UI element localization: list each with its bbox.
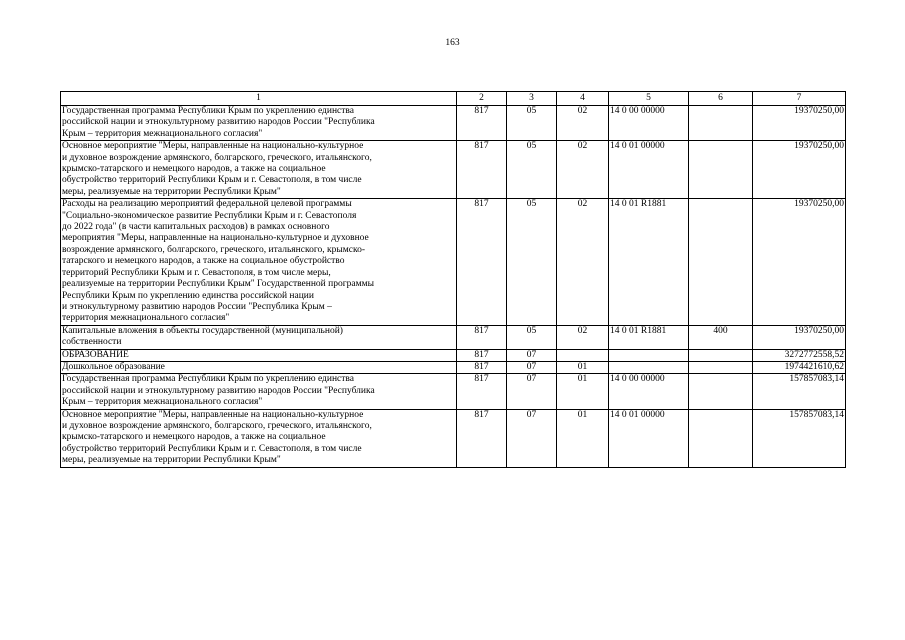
target-article-code: 14 0 01 R1881: [609, 199, 689, 325]
item-name: Государственная программа Республики Крым по укреплению единства российской нации и этнокультурному развитию народов России "Республика Крым – территория межнационального согласия": [61, 374, 457, 409]
section-code: 07: [507, 361, 557, 373]
column-header-3: 3: [507, 92, 557, 106]
header-row: [61, 92, 846, 106]
amount: 157857083,14: [753, 374, 846, 409]
column-header-7: 7: [753, 92, 846, 106]
item-name: Дошкольное образование: [61, 361, 457, 373]
ministry-code: 817: [457, 199, 507, 325]
subsection-code: 02: [557, 141, 609, 199]
amount: 3272772558,52: [753, 349, 846, 361]
expense-type-code: [689, 141, 753, 199]
column-header-6: 6: [689, 92, 753, 106]
expense-type-code: [689, 374, 753, 409]
item-name: ОБРАЗОВАНИЕ: [61, 349, 457, 361]
target-article-code: 14 0 01 00000: [609, 141, 689, 199]
column-header-2: 2: [457, 92, 507, 106]
target-article-code: 14 0 00 00000: [609, 374, 689, 409]
column-header-1: 1: [61, 92, 457, 106]
subsection-code: 01: [557, 374, 609, 409]
section-code: 05: [507, 325, 557, 349]
expense-type-code: [689, 409, 753, 467]
ministry-code: 817: [457, 141, 507, 199]
table-row: [61, 374, 846, 409]
section-code: 07: [507, 409, 557, 467]
target-article-code: 14 0 01 R1881: [609, 325, 689, 349]
table-row: [61, 349, 846, 361]
item-name: Основное мероприятие "Меры, направленные на национально-культурное и духовное возрождение армянского, болгарского, греческого, итальянского, крымско-татарского и немецкого народов, а также на социальное обустройство территорий Республики Крым и г. Севастополя, в том числе меры, реализуемые на территории Республики Крым": [61, 409, 457, 467]
amount: 19370250,00: [753, 199, 846, 325]
subsection-code: 02: [557, 325, 609, 349]
subsection-code: 01: [557, 361, 609, 373]
expense-type-code: 400: [689, 325, 753, 349]
table-row: [61, 325, 846, 349]
item-name: Капитальные вложения в объекты государственной (муниципальной) собственности: [61, 325, 457, 349]
ministry-code: 817: [457, 325, 507, 349]
expense-type-code: [689, 349, 753, 361]
expense-type-code: [689, 361, 753, 373]
ministry-code: 817: [457, 106, 507, 141]
table-row: [61, 199, 846, 325]
budget-table: [60, 91, 846, 468]
amount: 157857083,14: [753, 409, 846, 467]
target-article-code: [609, 361, 689, 373]
table-row: [61, 141, 846, 199]
table-row: [61, 409, 846, 467]
section-code: 05: [507, 106, 557, 141]
subsection-code: 01: [557, 409, 609, 467]
expense-type-code: [689, 199, 753, 325]
subsection-code: 02: [557, 106, 609, 141]
amount: 19370250,00: [753, 141, 846, 199]
section-code: 07: [507, 349, 557, 361]
section-code: 07: [507, 374, 557, 409]
column-header-5: 5: [609, 92, 689, 106]
target-article-code: [609, 349, 689, 361]
table-row: [61, 106, 846, 141]
amount: 19370250,00: [753, 325, 846, 349]
subsection-code: 02: [557, 199, 609, 325]
item-name: Основное мероприятие "Меры, направленные на национально-культурное и духовное возрождение армянского, болгарского, греческого, итальянского, крымско-татарского и немецкого народов, а также на социальное обустройство территорий Республики Крым и г. Севастополя, в том числе меры, реализуемые на территории Республики Крым": [61, 141, 457, 199]
amount: 1974421610,62: [753, 361, 846, 373]
item-name: Государственная программа Республики Крым по укреплению единства российской нации и этнокультурному развитию народов России "Республика Крым – территория межнационального согласия": [61, 106, 457, 141]
expense-type-code: [689, 106, 753, 141]
ministry-code: 817: [457, 409, 507, 467]
ministry-code: 817: [457, 349, 507, 361]
target-article-code: 14 0 01 00000: [609, 409, 689, 467]
page-number: 163: [445, 38, 460, 48]
amount: 19370250,00: [753, 106, 846, 141]
item-name: Расходы на реализацию мероприятий федеральной целевой программы "Социально-экономическое развитие Республики Крым и г. Севастополя до 2022 года" (в части капитальных расходов) в рамках основного мероприятия "Меры, направленные на национально-культурное и духовное возрождение армянского, болгарского, греческого, итальянского, крымско- татарского и немецкого народов, а также на социальное обустройство территорий Республики Крым и г. Севастополя, в том числе меры, реализуемые на территории Республики Крым" Государственной программы Республики Крым по укреплению единства российской нации и этнокультурному развитию народов России "Республика Крым – территория межнационального согласия": [61, 199, 457, 325]
section-code: 05: [507, 199, 557, 325]
ministry-code: 817: [457, 361, 507, 373]
section-code: 05: [507, 141, 557, 199]
table-row: [61, 361, 846, 373]
subsection-code: [557, 349, 609, 361]
table-header: [61, 92, 846, 106]
ministry-code: 817: [457, 374, 507, 409]
target-article-code: 14 0 00 00000: [609, 106, 689, 141]
column-header-4: 4: [557, 92, 609, 106]
